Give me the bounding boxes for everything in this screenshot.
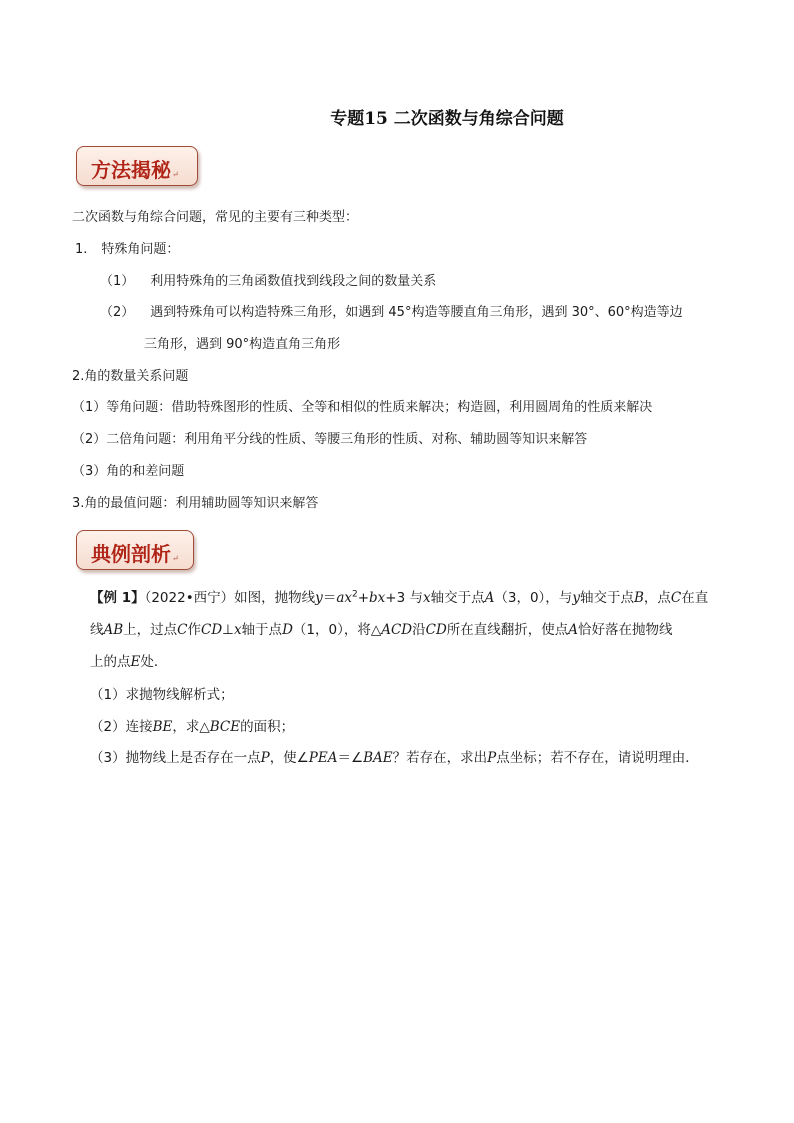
section-badge-examples [76,530,194,570]
section-badge-method [76,146,198,186]
example-1-tag: 【例 1】 [90,590,145,606]
item-text: 遇到特殊角可以构造特殊三角形，如遇到 45°构造等腰直角三角形，遇到 30°、60°构造等边 [150,305,683,320]
type-1-item-2 [100,304,683,322]
type-2-item-2: （2）二倍角问题：利用角平分线的性质、等腰三角形的性质、对称、辅助圆等知识来解答 [72,432,588,447]
type-1-heading [75,241,179,259]
type-2-item-1: （1）等角问题：借助特殊图形的性质、全等和相似的性质来解决；构造圆，利用圆周角的性质来解决 [72,400,653,415]
example-1-line-2: 线AB上，过点C作CD⊥x轴于点D（1，0），将△ACD沿CD所在直线翻折，使点A恰好落在抛物线 [90,622,673,638]
example-1-line-1: 【例 1】（2022•西宁）如图，抛物线$y=ax^2+bx+3$ 与x轴交于点A（3，0），与y轴交于点B，点C在直 [90,589,709,606]
type-2-heading: 2.角的数量关系问题 [72,369,189,384]
example-1-question-3: （3）抛物线上是否存在一点P，使∠PEA＝∠BAE？若存在，求出P点坐标；若不存在，请说明理由． [90,750,699,766]
example-1-question-1: （1）求抛物线解析式； [90,687,234,703]
type-1-item-1 [100,273,436,291]
example-1-question-2: （2）连接BE，求△BCE的面积； [90,719,295,735]
section-title-method: 方法揭秘 [91,158,171,182]
intro-text: 二次函数与角综合问题，常见的主要有三种类型： [72,210,359,225]
type-1-label: 特殊角问题： [101,242,180,257]
type-2-item-3: （3）角的和差问题 [72,464,185,479]
item-number: （2） [100,305,135,320]
page-title: 专题15 二次函数与角综合问题 [330,109,564,129]
type-3-heading: 3.角的最值问题：利用辅助圆等知识来解答 [72,496,319,511]
example-1-line-3: 上的点E处． [90,654,168,670]
type-1-item-2-continued: 三角形，遇到 90°构造直角三角形 [144,337,341,352]
type-1-number: 1. [75,242,88,257]
item-number: （1） [100,274,135,289]
item-text: 利用特殊角的三角函数值找到线段之间的数量关系 [150,274,437,289]
paragraph-mark-icon: ↵ [172,170,179,179]
section-title-examples: 典例剖析 [91,542,171,566]
paragraph-mark-icon: ↵ [172,554,179,563]
